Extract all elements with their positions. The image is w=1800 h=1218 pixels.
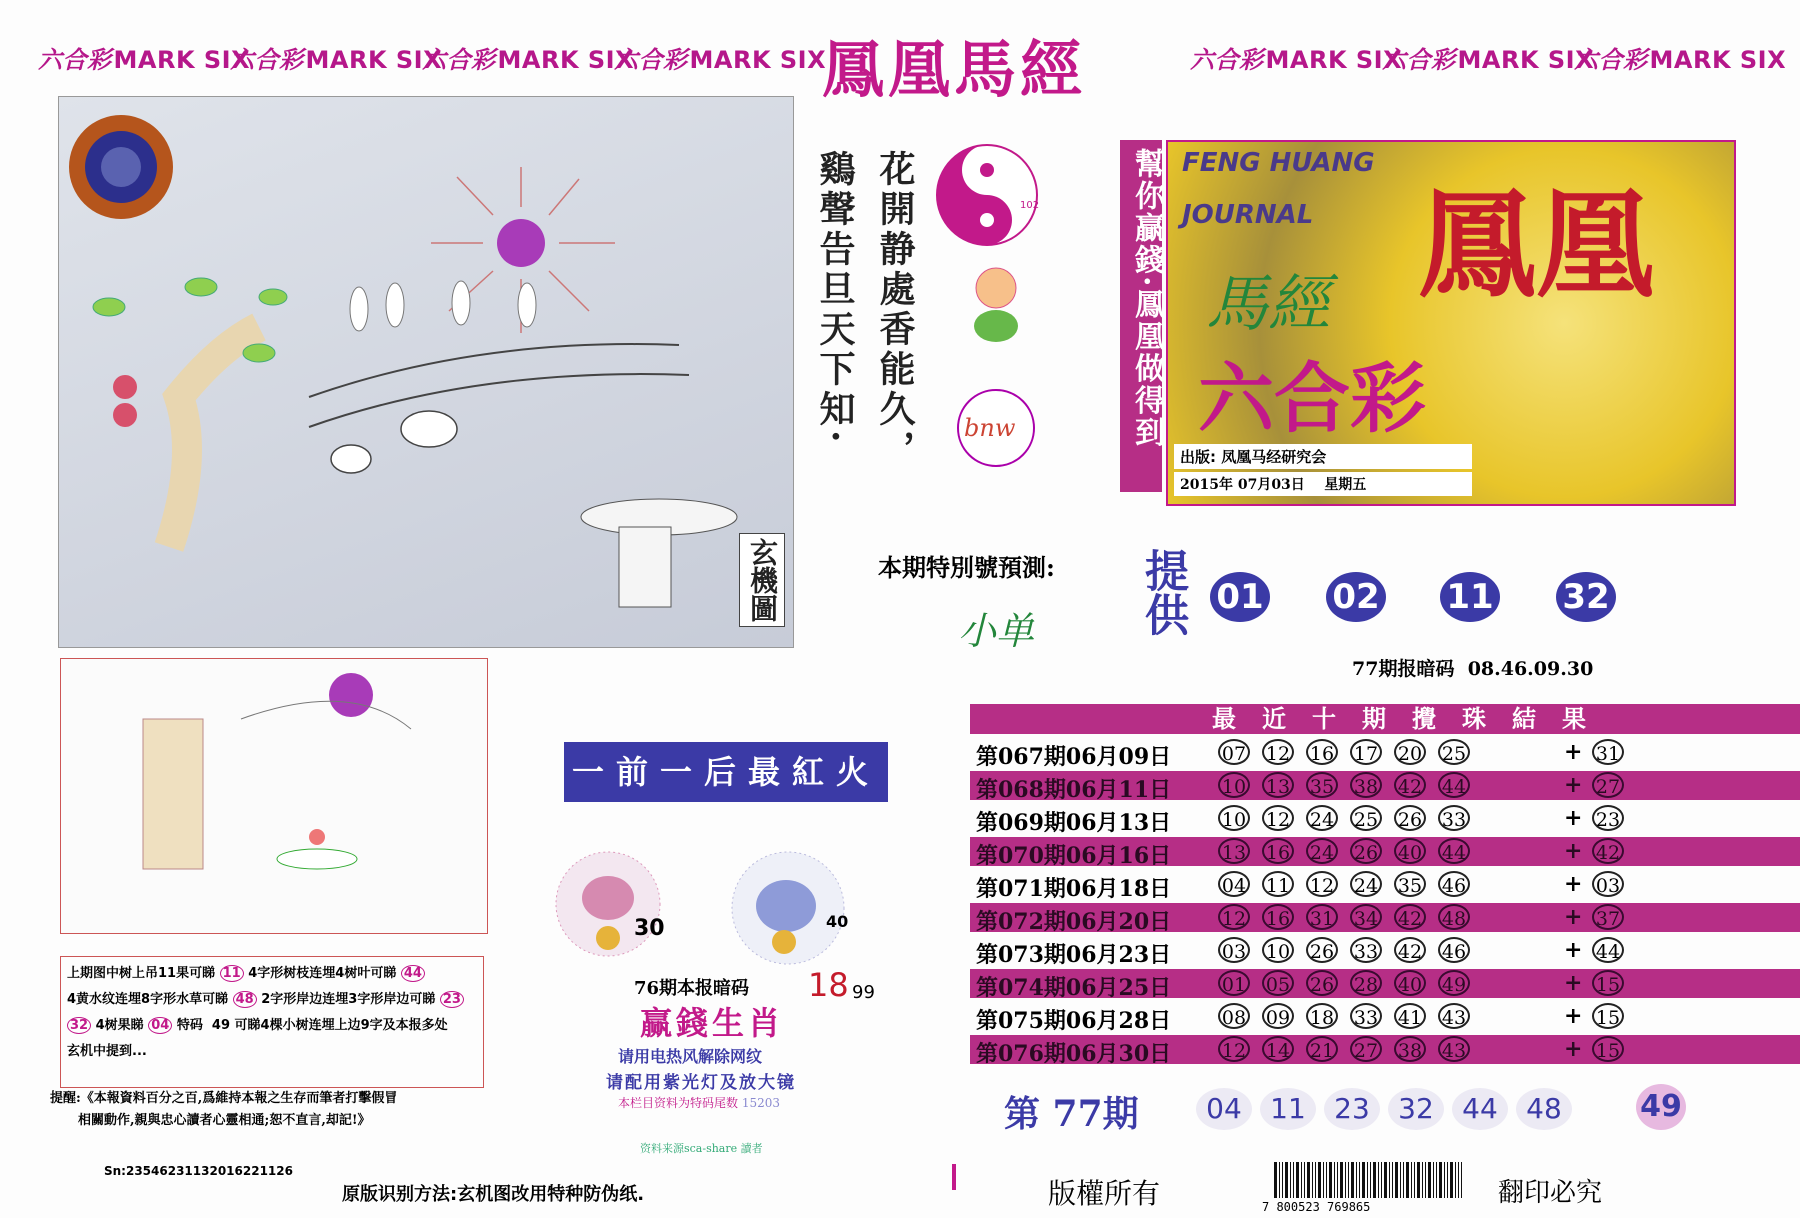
badge-number: 102 — [1020, 200, 1040, 211]
result-number: 26 — [1306, 970, 1338, 996]
cover-side-text: 幫你贏錢·鳳凰做得到 — [1129, 148, 1164, 449]
result-number: 44 — [1438, 838, 1470, 864]
result-number: 40 — [1394, 838, 1426, 864]
barcode-bar — [1326, 1162, 1327, 1198]
small-illustration — [61, 659, 487, 933]
result-number: 31 — [1306, 904, 1338, 930]
result-row — [970, 771, 1800, 803]
result-number: 12 — [1218, 1036, 1250, 1062]
fruit — [113, 403, 137, 427]
issue-77-label: 第 77期 — [1004, 1093, 1139, 1135]
plus-sign: + — [1564, 937, 1583, 963]
divider — [952, 1164, 956, 1190]
result-row — [970, 903, 1800, 935]
barcode-bar — [1348, 1162, 1349, 1198]
result-number: 10 — [1262, 937, 1294, 963]
issue-77-number: 11 — [1260, 1088, 1316, 1130]
issue-77-special: 49 — [1636, 1084, 1686, 1130]
small-tree — [143, 719, 203, 869]
special-ball: 02 — [1326, 572, 1386, 622]
plus-sign: + — [1564, 805, 1583, 831]
barcode-bar — [1312, 1162, 1313, 1198]
result-number: 41 — [1394, 1003, 1426, 1029]
barcode-bar — [1422, 1162, 1423, 1198]
result-special: 44 — [1592, 937, 1624, 963]
result-number: 10 — [1218, 805, 1250, 831]
result-date: 第067期06月09日 — [976, 744, 1172, 770]
result-number: 33 — [1438, 805, 1470, 831]
barcode-bar — [1389, 1162, 1390, 1198]
zodiac-note: 请配用紫光灯及放大镜 — [606, 1073, 796, 1093]
result-special: 42 — [1592, 838, 1624, 864]
result-number: 46 — [1438, 937, 1470, 963]
tree-trunk — [169, 327, 259, 547]
result-special: 31 — [1592, 739, 1624, 765]
result-number: 24 — [1306, 838, 1338, 864]
no-reprint: 翻印必究 — [1498, 1178, 1603, 1208]
result-number: 27 — [1350, 1036, 1382, 1062]
result-number: 38 — [1350, 772, 1382, 798]
result-number: 01 — [1218, 970, 1250, 996]
issue-77-number: 44 — [1452, 1088, 1508, 1130]
cover-side-strip — [1120, 140, 1162, 492]
result-special: 37 — [1592, 904, 1624, 930]
special-ball: 01 — [1210, 572, 1270, 622]
serial-number: Sn:23546231132016221126 — [104, 1164, 293, 1178]
xuanji-illustration — [59, 97, 793, 647]
result-date: 第070期06月16日 — [976, 843, 1172, 869]
result-date: 第073期06月23日 — [976, 942, 1172, 968]
result-number: 13 — [1218, 838, 1250, 864]
cover-date: 2015年 07月03日 — [1180, 477, 1305, 493]
barcode-bar — [1447, 1162, 1448, 1198]
hint-box — [60, 956, 484, 1088]
special-label: 本期特別號預測: — [878, 553, 1055, 582]
result-row — [970, 837, 1800, 869]
barcode-bar — [1290, 1162, 1291, 1198]
dragon-icon — [726, 846, 852, 970]
barcode-bar — [1356, 1162, 1357, 1198]
tree-leaves — [93, 278, 287, 362]
result-number: 43 — [1438, 1003, 1470, 1029]
barcode-bar — [1395, 1162, 1398, 1198]
hint-line: 玄机中提到... — [67, 1044, 147, 1059]
barcode-bar — [1304, 1162, 1305, 1198]
cover-subtitle: 馬經 — [1206, 267, 1331, 340]
result-row — [970, 969, 1800, 1001]
result-number: 16 — [1262, 904, 1294, 930]
result-number: 08 — [1218, 1003, 1250, 1029]
result-number: 12 — [1262, 739, 1294, 765]
cover-date-box — [1174, 472, 1472, 496]
result-row — [970, 870, 1800, 902]
result-row — [970, 936, 1800, 968]
barcode-bar — [1329, 1162, 1332, 1198]
barcode-bar — [1293, 1162, 1294, 1198]
barcode-bar — [1334, 1162, 1335, 1198]
result-special: 15 — [1592, 1003, 1624, 1029]
result-number: 10 — [1218, 772, 1250, 798]
result-number: 20 — [1394, 739, 1426, 765]
barcode-bar — [1406, 1162, 1409, 1198]
result-special: 27 — [1592, 772, 1624, 798]
mark-six-label: 六合彩MARK SIX — [614, 46, 827, 74]
result-number: 18 — [1306, 1003, 1338, 1029]
barcode-bar — [1279, 1162, 1280, 1198]
result-number: 40 — [1394, 970, 1426, 996]
cover-weekday: 星期五 — [1324, 477, 1367, 493]
cover-en-title-2: JOURNAL — [1182, 200, 1314, 230]
disclaimer: 提醒:《本報資料百分之百,爲維持本報之生存而筆者打擊假冒 相關動作,親與忠心讀者心靈相通;恕不直言,却記!》 — [50, 1091, 398, 1128]
fruit — [113, 375, 137, 399]
page-title: 鳳凰馬經 — [822, 33, 1087, 106]
result-number: 35 — [1394, 871, 1426, 897]
result-number: 17 — [1350, 739, 1382, 765]
barcode-bar — [1359, 1162, 1360, 1198]
issue-77-number: 04 — [1196, 1088, 1252, 1130]
zodiac-note: 本栏目资料为特码尾数 15203 — [618, 1096, 781, 1110]
result-number: 16 — [1306, 739, 1338, 765]
result-date: 第074期06月25日 — [976, 975, 1172, 1001]
result-number: 05 — [1262, 970, 1294, 996]
mascot-icon — [962, 260, 1032, 350]
special-handwritten: 小单 — [958, 609, 1035, 653]
result-number: 12 — [1218, 904, 1250, 930]
cover-panel — [1166, 140, 1736, 506]
result-row — [970, 1035, 1800, 1067]
barcode-bar — [1403, 1162, 1404, 1198]
plus-sign: + — [1564, 838, 1583, 864]
barcode-bar — [1362, 1162, 1365, 1198]
result-number: 24 — [1306, 805, 1338, 831]
plus-sign: + — [1564, 904, 1583, 930]
result-number: 12 — [1306, 871, 1338, 897]
barcode-bar — [1436, 1162, 1437, 1198]
result-number: 43 — [1438, 1036, 1470, 1062]
xuanji-label: 玄機圖 — [739, 533, 785, 627]
result-number: 42 — [1394, 937, 1426, 963]
plus-sign: + — [1564, 772, 1583, 798]
special-provide: 提供 — [1137, 548, 1188, 636]
hill-line — [309, 344, 679, 397]
zodiac-number: 40 — [826, 912, 849, 931]
barcode-bar — [1337, 1162, 1338, 1198]
result-number: 38 — [1394, 1036, 1426, 1062]
barcode-bar — [1373, 1162, 1376, 1198]
yin-yang-icon — [932, 140, 1048, 250]
result-number: 21 — [1306, 1036, 1338, 1062]
dark-code-77: 77期报暗码 08.46.09.30 — [1352, 658, 1594, 680]
result-date: 第075期06月28日 — [976, 1008, 1172, 1034]
result-number: 26 — [1394, 805, 1426, 831]
results-header: 最近十期攪珠結果 — [970, 704, 1800, 734]
barcode-bar — [1301, 1162, 1302, 1198]
cover-publisher: 出版: 凤凰马经研究会 — [1174, 444, 1472, 469]
result-special: 03 — [1592, 871, 1624, 897]
zodiac-number: 18 — [808, 966, 849, 1004]
barcode-bar — [1351, 1162, 1354, 1198]
poem-line-1: 花開静處香能久， — [874, 150, 916, 470]
barcode-bar — [1274, 1162, 1277, 1198]
goat-icon — [550, 846, 670, 964]
mark-six-label: 六合彩MARK SIX — [38, 46, 251, 74]
result-number: 28 — [1350, 970, 1382, 996]
barcode-bar — [1458, 1162, 1459, 1198]
cover-big-title: 鳳凰 — [1418, 175, 1655, 314]
result-number: 11 — [1262, 871, 1294, 897]
result-date: 第076期06月30日 — [976, 1041, 1172, 1067]
result-number: 48 — [1438, 904, 1470, 930]
barcode-bar — [1285, 1162, 1288, 1198]
special-ball: 11 — [1440, 572, 1500, 622]
barcode-bar — [1323, 1162, 1324, 1198]
cover-lottery-title: 六合彩 — [1198, 354, 1426, 443]
result-number: 07 — [1218, 739, 1250, 765]
result-number: 42 — [1394, 772, 1426, 798]
result-number: 44 — [1438, 772, 1470, 798]
plus-sign: + — [1564, 871, 1583, 897]
barcode-bar — [1378, 1162, 1379, 1198]
zodiac-note: 请用电热风解除网纹 — [618, 1047, 763, 1066]
result-number: 35 — [1306, 772, 1338, 798]
zodiac-source: 资料来源sca-share 讀者 — [640, 1142, 763, 1155]
result-number: 26 — [1350, 838, 1382, 864]
result-number: 12 — [1262, 805, 1294, 831]
plus-sign: + — [1564, 739, 1583, 765]
result-date: 第068期06月11日 — [976, 777, 1172, 803]
result-number: 13 — [1262, 772, 1294, 798]
barcode-icon — [1272, 1162, 1462, 1202]
zodiac-title: 赢錢生肖 — [640, 1004, 785, 1042]
barcode-bar — [1345, 1162, 1346, 1198]
barcode-bar — [1444, 1162, 1445, 1198]
hint-line: 4黄水纹连埋8字形水草可睇 48 2字形岸边连埋3字形岸边可睇 23 — [67, 987, 477, 1013]
hint-line: 32 4树果睇 04 特码 49 可睇4棵小树连埋上边9字及本报多处 — [67, 1013, 477, 1039]
result-row — [970, 738, 1800, 770]
result-number: 24 — [1350, 871, 1382, 897]
result-number: 33 — [1350, 937, 1382, 963]
barcode-bar — [1318, 1162, 1321, 1198]
barcode-bar — [1384, 1162, 1387, 1198]
special-ball: 32 — [1556, 572, 1616, 622]
barcode-bar — [1381, 1162, 1382, 1198]
barcode-bar — [1296, 1162, 1299, 1198]
sun-icon — [497, 219, 545, 267]
result-number: 25 — [1438, 739, 1470, 765]
result-date: 第072期06月20日 — [976, 909, 1172, 935]
plus-sign: + — [1564, 970, 1583, 996]
barcode-bar — [1340, 1162, 1343, 1198]
roosters — [331, 411, 457, 473]
result-number: 42 — [1394, 904, 1426, 930]
barcode-bar — [1315, 1162, 1316, 1198]
barcode-number: 7 800523 769865 — [1262, 1200, 1371, 1214]
trees — [350, 281, 536, 331]
copyright: 版權所有 — [1048, 1177, 1161, 1210]
plus-sign: + — [1564, 1003, 1583, 1029]
result-special: 15 — [1592, 1036, 1624, 1062]
result-date: 第071期06月18日 — [976, 876, 1172, 902]
verify-method: 原版识别方法:玄机图改用特种防伪纸. — [342, 1184, 645, 1205]
barcode-bar — [1417, 1162, 1420, 1198]
result-number: 09 — [1262, 1003, 1294, 1029]
result-row — [970, 1002, 1800, 1034]
barcode-bar — [1425, 1162, 1426, 1198]
dark-code-76: 76期本报暗码 — [634, 978, 750, 999]
barcode-bar — [1455, 1162, 1456, 1198]
barcode-bar — [1461, 1162, 1462, 1198]
mark-six-label: 六合彩MARK SIX — [422, 46, 635, 74]
barcode-bar — [1307, 1162, 1310, 1198]
result-row — [970, 804, 1800, 836]
result-special: 15 — [1592, 970, 1624, 996]
result-number: 34 — [1350, 904, 1382, 930]
mark-six-label: 六合彩MARK SIX — [1382, 46, 1595, 74]
xuanji-picture — [58, 96, 794, 648]
hint-line: 上期图中树上吊11果可睇 11 4字形树枝连埋4树叶可睇 44 — [67, 961, 477, 987]
table-leg — [619, 527, 671, 607]
result-number: 25 — [1350, 805, 1382, 831]
result-number: 16 — [1262, 838, 1294, 864]
result-date: 第069期06月13日 — [976, 810, 1172, 836]
banner: 一前一后最紅火 — [564, 742, 888, 802]
barcode-bar — [1450, 1162, 1453, 1198]
mark-six-label: 六合彩MARK SIX — [1190, 46, 1403, 74]
plus-sign: + — [1564, 1036, 1583, 1062]
barcode-bar — [1433, 1162, 1434, 1198]
zodiac-number: 99 — [852, 982, 875, 1003]
issue-77-number: 23 — [1324, 1088, 1380, 1130]
result-number: 26 — [1306, 937, 1338, 963]
barcode-bar — [1439, 1162, 1442, 1198]
barcode-bar — [1282, 1162, 1283, 1198]
issue-77-number: 32 — [1388, 1088, 1444, 1130]
barcode-bar — [1414, 1162, 1415, 1198]
result-special: 23 — [1592, 805, 1624, 831]
issue-77-number: 48 — [1516, 1088, 1572, 1130]
poem-line-2: 鷄聲告旦天下知· — [814, 150, 856, 447]
small-xuanji-picture — [60, 658, 488, 934]
result-number: 14 — [1262, 1036, 1294, 1062]
barcode-bar — [1411, 1162, 1412, 1198]
barcode-bar — [1428, 1162, 1431, 1198]
result-number: 04 — [1218, 871, 1250, 897]
mark-six-label: 六合彩MARK SIX — [230, 46, 443, 74]
result-number: 33 — [1350, 1003, 1382, 1029]
barcode-bar — [1367, 1162, 1368, 1198]
barcode-bar — [1370, 1162, 1371, 1198]
barcode-bar — [1400, 1162, 1401, 1198]
barcode-bar — [1392, 1162, 1393, 1198]
result-number: 49 — [1438, 970, 1470, 996]
result-number: 46 — [1438, 871, 1470, 897]
cover-en-title-1: FENG HUANG — [1182, 148, 1375, 178]
mark-six-label: 六合彩MARK SIX — [1574, 46, 1787, 74]
bnw-logo-text: bnw — [964, 414, 1016, 442]
result-number: 03 — [1218, 937, 1250, 963]
zodiac-number: 30 — [634, 916, 665, 941]
